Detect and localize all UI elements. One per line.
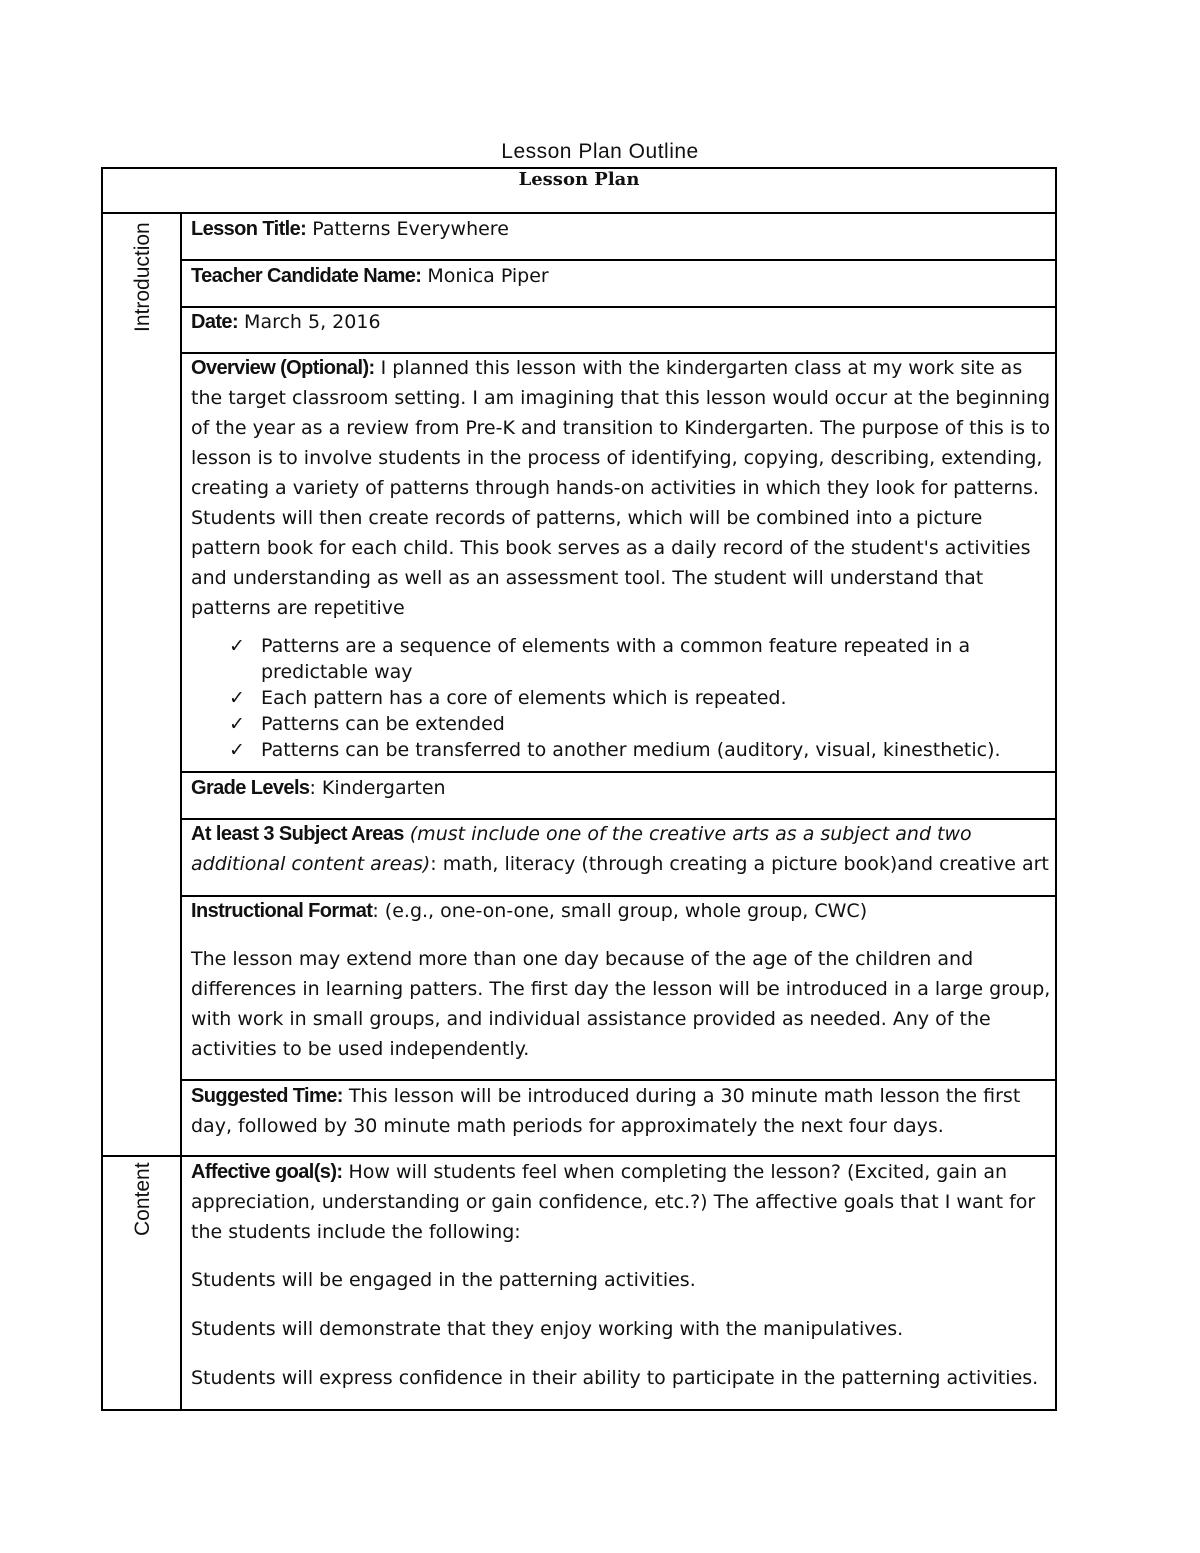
instructional-format-value: : (e.g., one-on-one, small group, whole group, CWC) (372, 900, 868, 922)
list-item: Students will demonstrate that they enjoy working with the manipulatives. (191, 1318, 904, 1340)
check-icon: ✓ (229, 713, 245, 735)
lesson-title-value: Patterns Everywhere (306, 218, 509, 240)
date-label: Date: (191, 311, 239, 333)
lesson-title-label: Lesson Title: (191, 218, 307, 240)
grade-levels-label: Grade Levels (191, 777, 310, 799)
suggested-time-label: Suggested Time: (191, 1085, 343, 1107)
subject-areas-label: At least 3 Subject Areas (191, 823, 404, 845)
instructional-format-paragraph: The lesson may extend more than one day because of the age of the children and differences in learning patters. The first day the lesson will be introduced in a large group, with work in small groups, and individual assistance provided as needed. Any of the activities to be used independently. (191, 948, 1051, 1060)
table-header: Lesson Plan (518, 169, 640, 190)
grade-levels-row (191, 773, 1051, 803)
list-item: ✓ Each pattern has a core of elements which is repeated. (229, 687, 787, 709)
check-icon: ✓ (229, 687, 245, 709)
subject-areas-row (191, 819, 1051, 879)
column-divider (180, 212, 182, 1411)
instructional-format-row (191, 896, 1051, 1064)
list-item: ✓ Patterns can be transferred to another medium (auditory, visual, kinesthetic). (229, 739, 1001, 761)
check-icon: ✓ (229, 739, 245, 761)
lesson-title-row (191, 214, 1051, 244)
list-item: ✓ Patterns are a sequence of elements with a common feature repeated in a predictable way (229, 635, 971, 683)
subject-areas-note: (must include one of the creative arts as a subject and two additional content areas) (191, 823, 972, 875)
affective-goals-value: How will students feel when completing the lesson? (Excited, gain an appreciation, understanding or gain confidence, etc.?) The affective goals that I want for the students include the following: (191, 1161, 1036, 1243)
suggested-time-value: This lesson will be introduced during a 30 minute math lesson the first day, followed by 30 minute math periods for approximately the next four days. (191, 1085, 1021, 1137)
section-label-content: Content (131, 1162, 154, 1236)
grade-levels-value: : Kindergarten (309, 777, 446, 799)
check-icon: ✓ (229, 635, 245, 657)
suggested-time-row (191, 1081, 1051, 1141)
teacher-label: Teacher Candidate Name: (191, 265, 422, 287)
list-item: Students will be engaged in the patterning activities. (191, 1269, 696, 1291)
affective-goals-row (191, 1157, 1051, 1393)
document-title: Lesson Plan Outline (501, 140, 699, 163)
list-item: Students will express confidence in their ability to participate in the patterning activities. (191, 1367, 1039, 1389)
date-row (191, 307, 1051, 337)
instructional-format-label: Instructional Format (191, 900, 373, 922)
date-value: March 5, 2016 (238, 311, 381, 333)
teacher-row (191, 261, 1051, 291)
teacher-value: Monica Piper (421, 265, 549, 287)
overview-row (191, 353, 1051, 763)
affective-goals-label: Affective goal(s): (191, 1161, 343, 1183)
subject-areas-value: : math, literacy (through creating a picture book)and creative art (430, 853, 1049, 875)
overview-label: Overview (Optional): (191, 357, 375, 379)
section-label-introduction: Introduction (131, 222, 154, 332)
overview-bullet-list (191, 633, 1051, 763)
overview-text: I planned this lesson with the kindergarten class at my work site as the target classroom setting. I am imagining that this lesson would occur at the beginning of the year as a review from Pre-K and transition to Kindergarten. The purpose of this is to lesson is to involve students in the process of identifying, copying, describing, extending, creating a variety of patterns through hands-on activities in which they look for patterns. Students will then create records of patterns, which will be combined into a picture pattern book for each child. This book serves as a daily record of the student's activities and understanding as well as an assessment tool. The student will understand that patterns are repetitive (191, 357, 1051, 619)
list-item: ✓ Patterns can be extended (229, 713, 505, 735)
